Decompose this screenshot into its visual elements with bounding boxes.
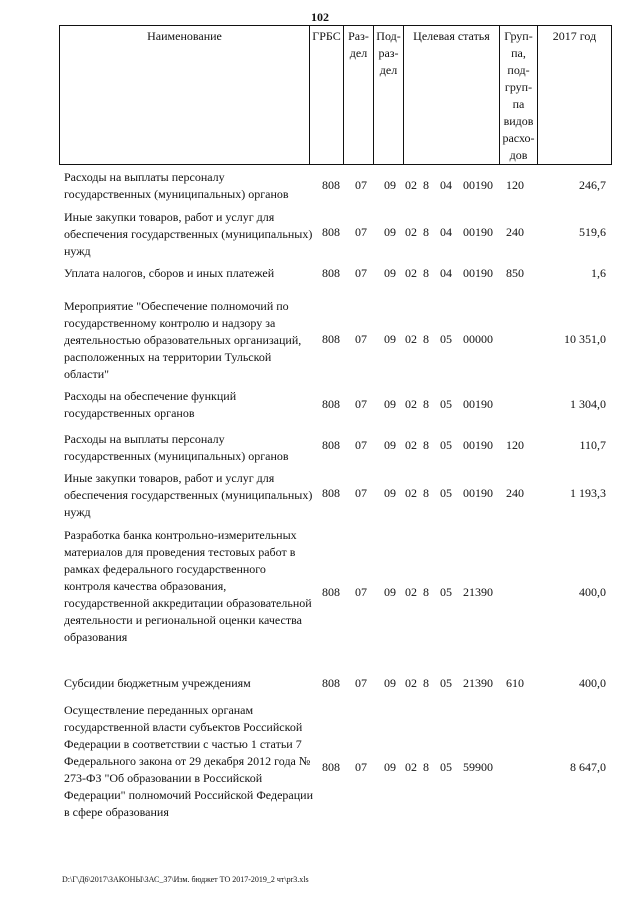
row-name: Расходы на выплаты персоналу государственных (муниципальных) органов: [64, 170, 289, 201]
row-target-program: 02: [405, 676, 417, 690]
row-target-event: 05: [440, 760, 452, 774]
row-razdel: 07: [355, 225, 367, 239]
footer-file-path: D:\Г\Д6\2017\ЗАКОНЫ\ЗАС_37\Изм. бюджет ТО 2017-2019_2 чт\pr3.xls: [62, 875, 309, 884]
table-header: [59, 25, 612, 165]
row-target-program: 02: [405, 266, 417, 280]
row-target-program: 02: [405, 438, 417, 452]
row-target-event: 04: [440, 225, 452, 239]
row-razdel: 07: [355, 486, 367, 500]
row-group: 120: [506, 178, 524, 192]
row-amount: 1,6: [591, 266, 606, 280]
row-target-subprogram: 8: [423, 676, 429, 690]
row-podrazdel: 09: [384, 760, 396, 774]
row-podrazdel: 09: [384, 676, 396, 690]
row-amount: 1 304,0: [570, 397, 606, 411]
row-target-event: 04: [440, 266, 452, 280]
header-target: Целевая статья: [404, 26, 500, 165]
row-amount: 8 647,0: [570, 760, 606, 774]
row-grbs: 808: [322, 486, 340, 500]
row-name: Расходы на обеспечение функций государственных органов: [64, 389, 237, 420]
row-razdel: 07: [355, 178, 367, 192]
row-group: 120: [506, 438, 524, 452]
row-podrazdel: 09: [384, 332, 396, 346]
row-target-event: 04: [440, 178, 452, 192]
row-target-subprogram: 8: [423, 225, 429, 239]
row-target-code: 00190: [463, 397, 493, 411]
row-group: 240: [506, 225, 524, 239]
row-amount: 400,0: [579, 676, 606, 690]
row-podrazdel: 09: [384, 486, 396, 500]
row-grbs: 808: [322, 225, 340, 239]
row-group: 240: [506, 486, 524, 500]
row-target-event: 05: [440, 676, 452, 690]
row-podrazdel: 09: [384, 585, 396, 599]
row-razdel: 07: [355, 760, 367, 774]
row-target-program: 02: [405, 225, 417, 239]
row-target-event: 05: [440, 332, 452, 346]
row-razdel: 07: [355, 266, 367, 280]
row-grbs: 808: [322, 676, 340, 690]
row-target-code: 00190: [463, 486, 493, 500]
row-grbs: 808: [322, 585, 340, 599]
row-target-subprogram: 8: [423, 486, 429, 500]
row-amount: 1 193,3: [570, 486, 606, 500]
row-target-subprogram: 8: [423, 332, 429, 346]
row-group: 610: [506, 676, 524, 690]
row-target-subprogram: 8: [423, 760, 429, 774]
row-target-code: 00190: [463, 225, 493, 239]
page-number: 102: [311, 10, 329, 24]
row-target-code: 00190: [463, 266, 493, 280]
row-target-event: 05: [440, 585, 452, 599]
row-target-code: 00000: [463, 332, 493, 346]
row-target-subprogram: 8: [423, 585, 429, 599]
row-name: Иные закупки товаров, работ и услуг для обеспечения государственных (муниципальных) нужд: [64, 471, 313, 519]
row-name: Разработка банка контрольно-измерительных материалов для проведения тестовых работ в рамках федерального государственного контроля качества образования, государственной аккредитации образовательной деятельности и региональной оценки качества образования: [64, 528, 312, 644]
row-grbs: 808: [322, 760, 340, 774]
header-name: Наименование: [60, 26, 310, 165]
row-name: Осуществление переданных органам государственной власти субъектов Российской Федерации в соответствии с частью 1 статьи 7 Федерального закона от 29 декабря 2012 года № 273-ФЗ "Об образовании в Российской Федерации" полномочий Российской Федерации в сфере образования: [64, 703, 313, 819]
row-target-event: 05: [440, 397, 452, 411]
row-podrazdel: 09: [384, 266, 396, 280]
row-grbs: 808: [322, 438, 340, 452]
row-target-event: 05: [440, 486, 452, 500]
row-name: Расходы на выплаты персоналу государственных (муниципальных) органов: [64, 432, 289, 463]
row-target-subprogram: 8: [423, 438, 429, 452]
row-razdel: 07: [355, 676, 367, 690]
row-amount: 10 351,0: [564, 332, 606, 346]
row-podrazdel: 09: [384, 178, 396, 192]
row-name: Мероприятие "Обеспечение полномочий по государственному контролю и надзору за деятельностью образовательных организаций, расположенных на территории Тульской области": [64, 299, 302, 381]
row-target-program: 02: [405, 486, 417, 500]
row-name: Уплата налогов, сборов и иных платежей: [64, 266, 275, 280]
row-podrazdel: 09: [384, 225, 396, 239]
row-target-code: 21390: [463, 676, 493, 690]
row-target-program: 02: [405, 585, 417, 599]
row-podrazdel: 09: [384, 438, 396, 452]
row-grbs: 808: [322, 266, 340, 280]
row-grbs: 808: [322, 178, 340, 192]
row-target-program: 02: [405, 397, 417, 411]
row-name: Субсидии бюджетным учреждениям: [64, 676, 251, 690]
header-razdel: Раз- дел: [344, 26, 374, 165]
row-razdel: 07: [355, 438, 367, 452]
row-target-code: 00190: [463, 178, 493, 192]
row-amount: 246,7: [579, 178, 606, 192]
row-podrazdel: 09: [384, 397, 396, 411]
row-target-program: 02: [405, 178, 417, 192]
row-target-code: 00190: [463, 438, 493, 452]
row-name: Иные закупки товаров, работ и услуг для обеспечения государственных (муниципальных) нужд: [64, 210, 313, 258]
row-razdel: 07: [355, 397, 367, 411]
header-grbs: ГРБС: [310, 26, 344, 165]
row-target-subprogram: 8: [423, 266, 429, 280]
row-grbs: 808: [322, 332, 340, 346]
row-target-program: 02: [405, 760, 417, 774]
row-target-subprogram: 8: [423, 397, 429, 411]
row-target-event: 05: [440, 438, 452, 452]
row-target-code: 59900: [463, 760, 493, 774]
row-amount: 519,6: [579, 225, 606, 239]
row-razdel: 07: [355, 585, 367, 599]
header-group: Груп- па, под- груп- па видов расхо- дов: [500, 26, 538, 165]
row-target-code: 21390: [463, 585, 493, 599]
header-podrazdel: Под- раз- дел: [374, 26, 404, 165]
row-group: 850: [506, 266, 524, 280]
row-amount: 110,7: [579, 438, 606, 452]
row-target-program: 02: [405, 332, 417, 346]
row-target-subprogram: 8: [423, 178, 429, 192]
row-grbs: 808: [322, 397, 340, 411]
row-razdel: 07: [355, 332, 367, 346]
row-amount: 400,0: [579, 585, 606, 599]
header-year: 2017 год: [538, 26, 612, 165]
